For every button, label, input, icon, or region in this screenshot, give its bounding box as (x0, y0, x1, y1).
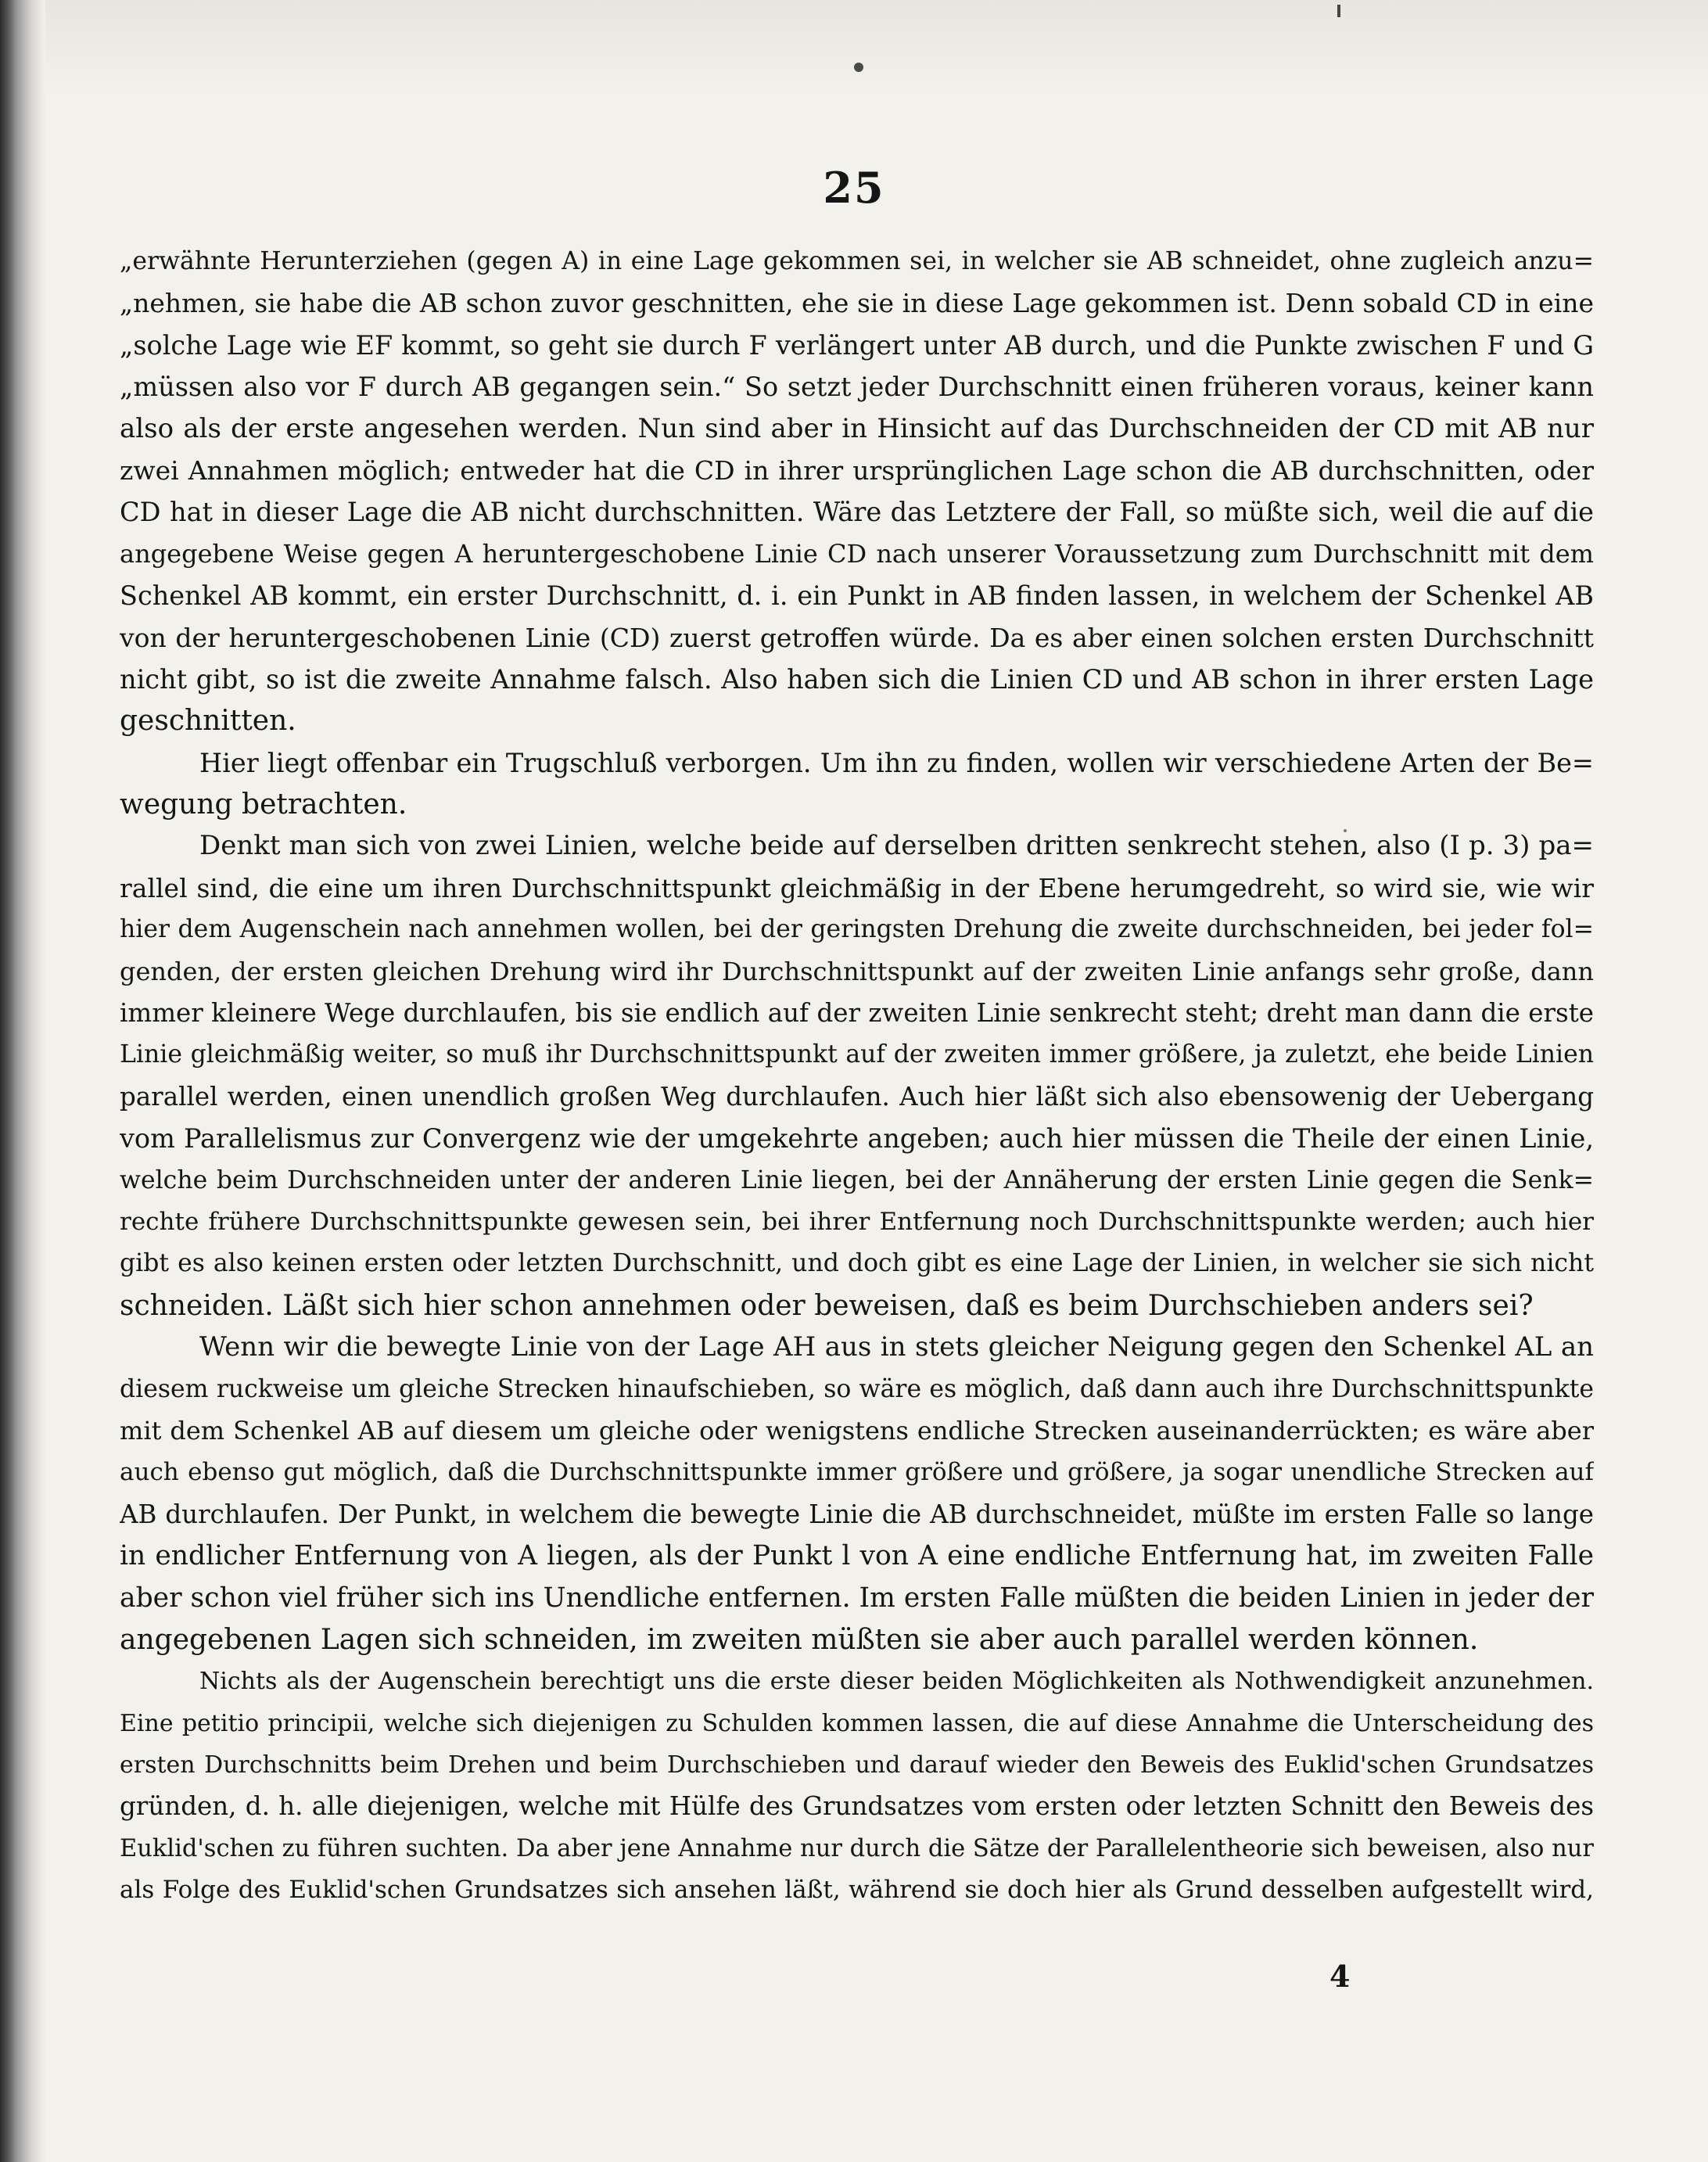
text-line: schneiden. Läßt sich hier schon annehmen oder beweisen, daß es beim Durchschieben anders sei? (120, 1289, 1534, 1322)
text-line: Wenn wir die bewegte Linie von der Lage AH aus in stets gleicher Neigung gegen den Schenkel AL an (199, 1331, 1594, 1363)
text-line: „nehmen, sie habe die AB schon zuvor geschnitten, ehe sie in diese Lage gekommen ist. Denn sobald CD in eine (120, 288, 1594, 319)
text-line: welche beim Durchschneiden unter der anderen Linie liegen, bei der Annäherung der ersten Linie gegen die Senk= (120, 1165, 1594, 1194)
text-line: wegung betrachten. (120, 788, 407, 821)
speck-dot (854, 63, 863, 72)
text-line: also als der erste angesehen werden. Nun sind aber in Hinsicht auf das Durchschneiden der CD mit AB nur (120, 412, 1594, 444)
text-line: AB durchlaufen. Der Punkt, in welchem die bewegte Linie die AB durchschneidet, müßte im ersten Falle so lange (120, 1499, 1594, 1529)
text-line: genden, der ersten gleichen Drehung wird ihr Durchschnittspunkt auf der zweiten Linie anfangs sehr große, dann (120, 956, 1594, 986)
text-line: parallel werden, einen unendlich großen Weg durchlaufen. Auch hier läßt sich also ebensowenig der Uebergang (120, 1081, 1594, 1112)
text-line: auch ebenso gut möglich, daß die Durchschnittspunkte immer größere und größere, ja sogar unendliche Strecken auf (120, 1458, 1594, 1487)
text-line: Eine petitio principii, welche sich diejenigen zu Schulden kommen lassen, die auf diese Annahme die Unterscheidung des (120, 1709, 1594, 1737)
text-line: hier dem Augenschein nach annehmen wollen, bei der geringsten Drehung die zweite durchschneiden, bei jeder fol= (120, 915, 1594, 944)
text-line: geschnitten. (120, 705, 296, 738)
text-line: angegebene Weise gegen A heruntergeschobene Linie CD nach unserer Voraussetzung zum Durchschnitt mit dem (120, 538, 1594, 569)
text-line: von der heruntergeschobenen Linie (CD) zuerst getroffen würde. Da es aber einen solchen ersten Durchschnitt (120, 622, 1594, 653)
text-line: diesem ruckweise um gleiche Strecken hinaufschieben, so wäre es möglich, daß dann auch ihre Durchschnittspunkte (120, 1374, 1594, 1403)
text-line: in endlicher Entfernung von A liegen, als der Punkt l von A eine endliche Entfernung hat, im zweiten Falle (120, 1540, 1594, 1572)
signature-mark: 4 (1329, 1959, 1351, 1994)
text-line: gibt es also keinen ersten oder letzten Durchschnitt, und doch gibt es eine Lage der Linien, in welcher sie sich nicht (120, 1249, 1594, 1278)
text-line: mit dem Schenkel AB auf diesem um gleiche oder wenigstens endliche Strecken auseinanderrückten; es wäre aber (120, 1415, 1594, 1446)
text-line: angegebenen Lagen sich schneiden, im zweiten müßten sie aber auch parallel werden können. (120, 1623, 1479, 1656)
text-line: nicht gibt, so ist die zweite Annahme falsch. Also haben sich die Linien CD und AB schon in ihrer ersten Lage (120, 663, 1594, 695)
text-line: Schenkel AB kommt, ein erster Durchschnitt, d. i. ein Punkt in AB finden lassen, in welchem der Schenkel AB (120, 580, 1594, 612)
text-line: als Folge des Euklid'schen Grundsatzes sich ansehen läßt, während sie doch hier als Grund desselben aufgestellt wird, (120, 1876, 1594, 1905)
text-line: Nichts als der Augenschein berechtigt uns die erste dieser beiden Möglichkeiten als Nothwendigkeit anzunehmen. (199, 1668, 1594, 1696)
text-line: zwei Annahmen möglich; entweder hat die CD in ihrer ursprünglichen Lage schon die AB durchschnitten, oder (120, 454, 1594, 486)
text-line: Denkt man sich von zwei Linien, welche beide auf derselben dritten senkrecht stehen, also (I p. 3) pa= (199, 830, 1594, 862)
text-line: CD hat in dieser Lage die AB nicht durchschnitten. Wäre das Letztere der Fall, so müßte sich, weil die auf die (120, 497, 1594, 528)
text-line: „müssen also vor F durch AB gegangen sein.“ So setzt jeder Durchschnitt einen früheren voraus, keiner kann (120, 372, 1594, 403)
text-line: „erwähnte Herunterziehen (gegen A) in eine Lage gekommen sei, in welcher sie AB schneidet, ohne zugleich anzu= (120, 247, 1594, 275)
text-line: Hier liegt offenbar ein Trugschluß verborgen. Um ihn zu finden, wollen wir verschiedene Arten der Be= (199, 747, 1594, 778)
text-line: immer kleinere Wege durchlaufen, bis sie endlich auf der zweiten Linie senkrecht steht; dreht man dann die erste (120, 998, 1594, 1029)
body-text (120, 241, 1594, 1912)
text-line: rechte frühere Durchschnittspunkte gewesen sein, bei ihrer Entfernung noch Durchschnittspunkte werden; auch hier (120, 1207, 1594, 1236)
text-line: gründen, d. h. alle diejenigen, welche mit Hülfe des Grundsatzes vom ersten oder letzten Schnitt den Beweis des (120, 1791, 1594, 1822)
text-line: aber schon viel früher sich ins Unendliche entfernen. Im ersten Falle müßten die beiden Linien in jeder der (120, 1582, 1594, 1614)
text-line: „solche Lage wie EF kommt, so geht sie durch F verlängert unter AB durch, und die Punkte zwischen F und G (120, 329, 1594, 361)
text-line: rallel sind, die eine um ihren Durchschnittspunkt gleichmäßig in der Ebene herumgedreht, so wird sie, wie wir (120, 872, 1594, 903)
page-number: 25 (823, 163, 885, 213)
text-line: Linie gleichmäßig weiter, so muß ihr Durchschnittspunkt auf der zweiten immer größere, ja zuletzt, ehe beide Linien (120, 1040, 1594, 1069)
text-line: ersten Durchschnitts beim Drehen und beim Durchschieben und darauf wieder den Beweis des Euklid'schen Grundsatzes (120, 1751, 1594, 1780)
speck-mark (1337, 5, 1340, 17)
text-line: vom Parallelismus zur Convergenz wie der umgekehrte angeben; auch hier müssen die Theile der einen Linie, (120, 1123, 1594, 1155)
text-line: Euklid'schen zu führen suchten. Da aber jene Annahme nur durch die Sätze der Parallelentheorie sich beweisen, also nur (120, 1834, 1594, 1862)
